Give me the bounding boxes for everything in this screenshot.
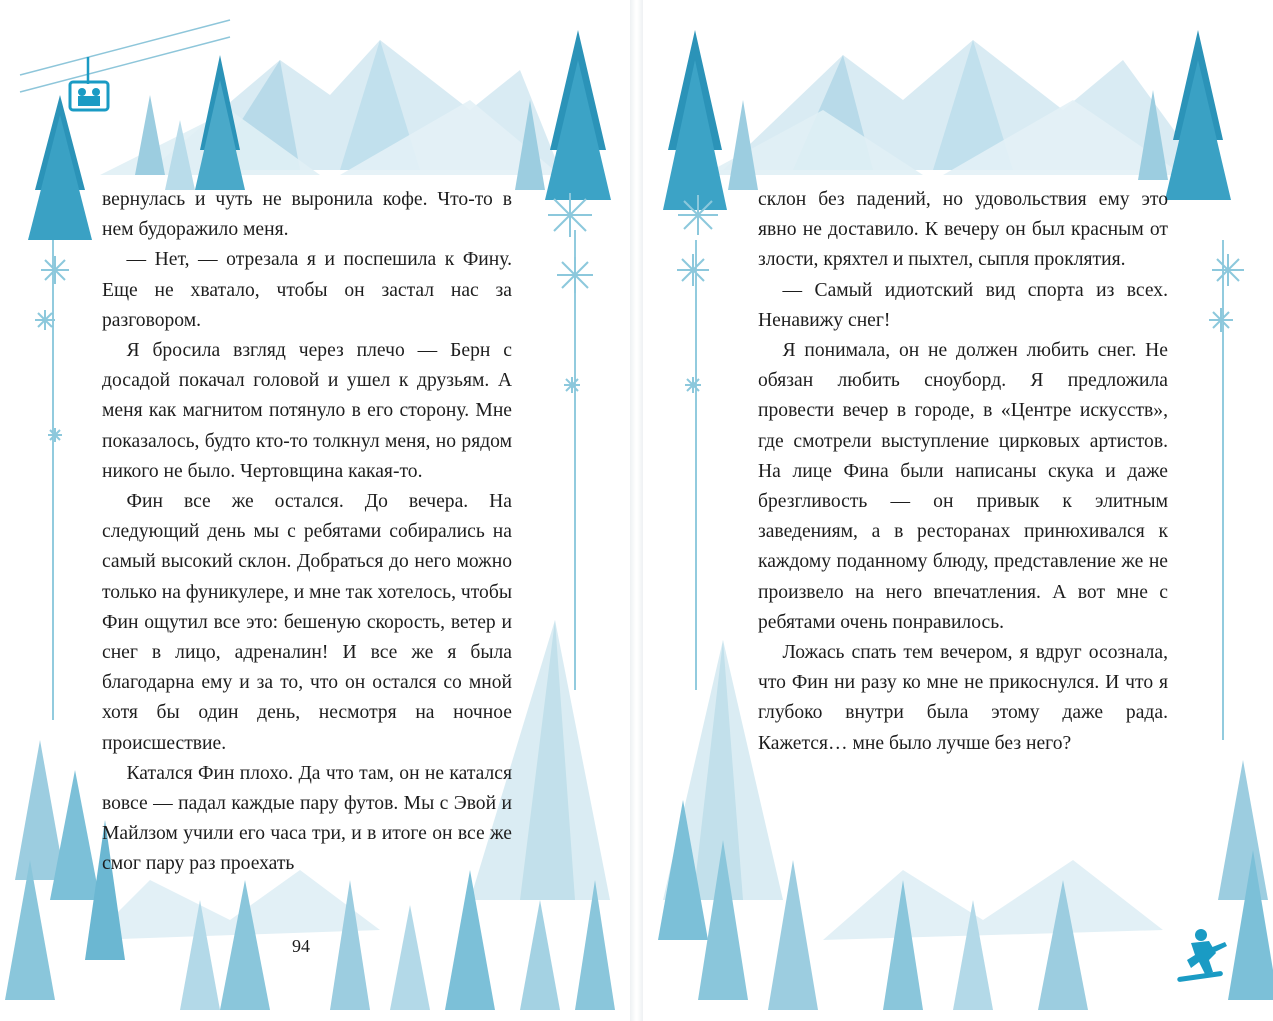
paragraph: Катался Фин плохо. Да что там, он не катался вовсе — падал каждые пару футов. Мы с Эвой и Майлзом учили его часа три, и в итоге он все же смог пару раз проехать [102,762,512,875]
page-number: 94 [292,936,310,956]
paragraph: вернулась и чуть не выронила кофе. Что-то в нем будоражило меня. [102,189,512,241]
mountain-icon [703,40,1203,175]
paragraph: склон без падений, но удовольствия ему это явно не доставило. К вечеру он был красным от злости, кряхтел и пыхтел, сыпля проклятия. [758,189,1168,271]
snowboarder-icon [1177,929,1227,982]
paragraph: — Самый идиотский вид спорта из всех. Ненавижу снег! [758,279,1168,331]
paragraph: — Нет, — отрезала я и поспешила к Фину. Еще не хватало, чтобы он застал нас за разговором. [102,249,512,331]
left-page-text [102,185,512,880]
right-page [643,0,1273,1021]
mountain-icon [100,40,560,175]
book-gutter [630,0,643,1021]
paragraph: Фин все же остался. До вечера. На следующий день мы с ребятами собирались на самый высокий склон. Добраться до него можно только на фуникулере, и мне так хотелось, чтобы Фин ощутил все это: бешеную скорость, ветер и снег в лицо, адреналин! И все же я была благодарна ему и за то, что он остался со мной хотя бы один день, несмотря на ночное происшествие. [102,491,512,754]
cable-car-icon [20,20,230,110]
paragraph: Я бросила взгляд через плечо — Берн с досадой покачал головой и ушел к друзьям. А меня как магнитом потянуло в его сторону. Мне показалось, будто кто-то толкнул меня, но рядом никого не было. Чертовщина какая-то. [102,340,512,482]
fir-tree-icon [515,30,611,200]
paragraph: Я понимала, он не должен любить снег. Не обязан любить сноуборд. Я предложила провести вечер в городе, в «Центре искусств», где смотрели выступление цирковых артистов. На лице Фина были написаны скука и даже брезгливость — он привык к элитным заведениям, а в ресторанах принюхивался к каждому поданному блюду, представление же не произвело на него впечатления. А вот мне с ребятами очень понравилось. [758,340,1168,633]
left-page [0,0,630,1021]
right-page-text [758,185,1168,759]
paragraph: Ложась спать тем вечером, я вдруг осознала, что Фин ни разу ко мне не прикоснулся. И что я глубоко внутри была этому даже рада. Кажется… мне было лучше без него? [758,642,1168,754]
